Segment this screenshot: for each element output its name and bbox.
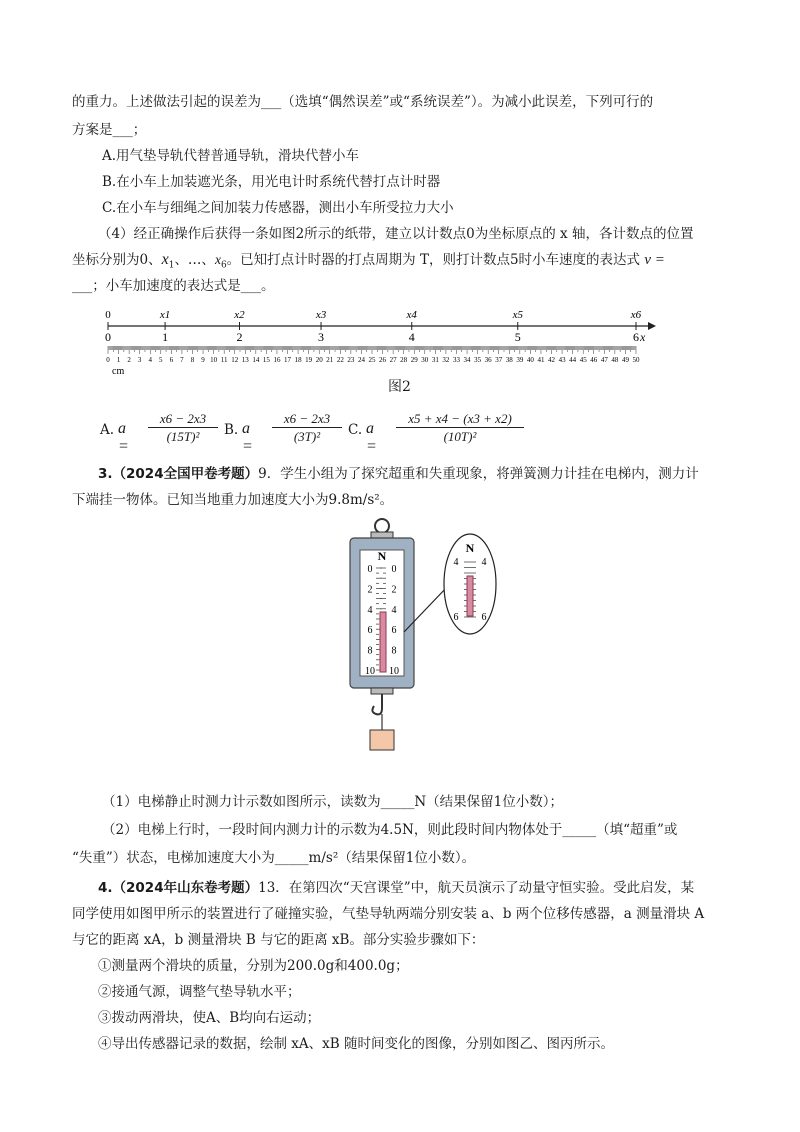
spring-indicator bbox=[380, 612, 386, 672]
ruler-number: 40 bbox=[526, 356, 534, 364]
coords-post: 。已知打点计时器的打点周期为 T，则打计数点5时小车速度的表达式 bbox=[226, 252, 641, 268]
ruler-number: 35 bbox=[474, 356, 482, 364]
paragraph-error-type: 的重力。上述做法引起的误差为___（选填“偶然误差”或“系统误差”）。为减小此误差，下列可行的 bbox=[72, 94, 654, 110]
ruler-number: 37 bbox=[495, 356, 503, 364]
ruler-number: 17 bbox=[284, 356, 292, 364]
ruler-number: 20 bbox=[315, 356, 323, 364]
scale-mark-left: 2 bbox=[367, 584, 373, 596]
tape-point-number-4: 4 bbox=[408, 330, 415, 344]
tape-point-number-0: 0 bbox=[105, 330, 111, 344]
ruler-number: 34 bbox=[463, 356, 471, 364]
ruler-number: 41 bbox=[537, 356, 545, 364]
question-4-line2: 坐标分别为0、$x_1$、…、$x_6$。已知打点计时器的打点周期为 T，则打计数点5时小车速度的表达式 v = bbox=[72, 251, 665, 271]
ruler-number: 29 bbox=[410, 356, 418, 364]
ruler-number: 48 bbox=[611, 356, 619, 364]
ruler-number: 49 bbox=[621, 356, 629, 364]
step-3: ③拨动两滑块，使A、B均向右运动； bbox=[98, 1010, 321, 1026]
question-4-source: 4.（2024年山东卷考题） bbox=[98, 880, 259, 896]
question-4-line1: 4.（2024年山东卷考题）13．在第四次“天宫课堂”中，航天员演示了动量守恒实验。受此启发，某 bbox=[98, 880, 695, 896]
ruler-unit: cm bbox=[112, 366, 125, 377]
formula-options: A. a = x6 − 2x3 (15T)² B. a = x6 − 2x3 (3T)² C. a = x5 + x4 − (x3 + x2) (10T)² bbox=[100, 408, 520, 458]
ruler-number: 45 bbox=[579, 356, 587, 364]
question-3-part2a: （2）电梯上行时，一段时间内测力计的示数为4.5N，则此段时间内物体处于_____（填“超重”或 bbox=[102, 822, 678, 838]
ruler-number: 30 bbox=[421, 356, 429, 364]
step-1: ①测量两个滑块的质量，分别为200.0g和400.0g； bbox=[98, 958, 409, 974]
zoom-mark-right: 4 bbox=[481, 557, 487, 568]
question-4-line1: （4）经正确操作后获得一条如图2所示的纸带，建立以计数点0为坐标原点的 x 轴，各计数点的位置 bbox=[98, 226, 694, 242]
option-b: B.在小车上加装遮光条，用光电计时系统代替打点计时器 bbox=[102, 174, 441, 190]
question-3-line1: 3.（2024全国甲卷考题）9．学生小组为了探究超重和失重现象，将弹簧测力计挂在电梯内，测力计 bbox=[98, 466, 699, 482]
question-3-part2b: “失重”）状态，电梯加速度大小为_____m/s²（结果保留1位小数）。 bbox=[72, 850, 476, 866]
ruler-number: 22 bbox=[336, 356, 344, 364]
ruler-number: 11 bbox=[220, 356, 228, 364]
ruler-number: 13 bbox=[241, 356, 249, 364]
scale-mark-right: 10 bbox=[389, 666, 399, 677]
tape-top-label-3: x3 bbox=[315, 309, 327, 321]
ruler-number: 4 bbox=[148, 356, 152, 364]
question-3-line2: 下端挂一物体。已知当地重力加速度大小为9.8m/s²。 bbox=[72, 492, 394, 508]
scale-mark-left: 6 bbox=[367, 625, 373, 637]
tape-point-number-1: 1 bbox=[162, 330, 169, 344]
bottom-hook-icon bbox=[372, 694, 382, 714]
ruler-number: 5 bbox=[159, 356, 163, 364]
question-4-line2: 同学使用如图甲所示的装置进行了碰撞实验，气垫导轨两端分别安装 a、b 两个位移传感器，a 测量滑块 A bbox=[72, 906, 705, 922]
ruler-number: 43 bbox=[558, 356, 566, 364]
scale-mark-right: 8 bbox=[391, 645, 397, 657]
ruler-number: 31 bbox=[431, 356, 439, 364]
scale-mark-right: 2 bbox=[391, 584, 397, 596]
ruler-number: 24 bbox=[357, 356, 365, 364]
scale-mark-right: 4 bbox=[391, 604, 397, 616]
tape-top-label-2: x2 bbox=[234, 309, 245, 321]
ruler-number: 2 bbox=[127, 356, 131, 364]
question-4-line3: 与它的距离 xA，b 测量滑块 B 与它的距离 xB。部分实验步骤如下： bbox=[72, 932, 485, 948]
ruler-number: 15 bbox=[262, 356, 270, 364]
ruler-number: 18 bbox=[294, 356, 302, 364]
question-3-part1: （1）电梯静止时测力计示数如图所示，读数为_____N（结果保留1位小数）； bbox=[102, 794, 563, 810]
step-4: ④导出传感器记录的数据，绘制 xA、xB 随时间变化的图像，分别如图乙、图丙所示。 bbox=[98, 1036, 614, 1052]
scale-mark-left: 10 bbox=[365, 666, 375, 677]
tape-top-label-5: x5 bbox=[512, 309, 523, 321]
step-2: ②接通气源，调整气垫导轨水平； bbox=[98, 984, 301, 1000]
scale-mark-left: 8 bbox=[367, 645, 373, 657]
figure-2-caption: 图2 bbox=[388, 379, 411, 395]
ruler-number: 46 bbox=[590, 356, 598, 364]
ruler-number: 0 bbox=[106, 356, 110, 364]
ruler-number: 21 bbox=[326, 356, 334, 364]
svg-text:N: N bbox=[465, 541, 475, 555]
ruler-number: 12 bbox=[231, 356, 239, 364]
spring-scale-figure bbox=[330, 516, 800, 766]
ruler-number: 47 bbox=[600, 356, 608, 364]
scale-mark-right: 0 bbox=[391, 564, 397, 575]
ruler-number: 14 bbox=[252, 356, 260, 364]
ruler-number: 28 bbox=[400, 356, 408, 364]
question-3-source: 3.（2024全国甲卷考题） bbox=[98, 466, 259, 482]
tape-top-label-1: x1 bbox=[159, 309, 171, 321]
question-4-line3: ___；小车加速度的表达式是___。 bbox=[72, 278, 275, 294]
ruler-number: 33 bbox=[452, 356, 460, 364]
ruler-number: 50 bbox=[632, 356, 640, 364]
paragraph-scheme: 方案是___； bbox=[72, 122, 147, 138]
ruler-number: 6 bbox=[169, 356, 174, 364]
tape-point-number-5: 5 bbox=[514, 330, 521, 344]
top-ring-icon bbox=[375, 519, 389, 533]
scale-mark-left: 0 bbox=[367, 564, 373, 575]
ruler-number: 36 bbox=[484, 356, 492, 364]
ruler-number: 1 bbox=[116, 356, 121, 364]
option-c: C.在小车与细绳之间加装力传感器，测出小车所受拉力大小 bbox=[102, 200, 454, 216]
tape-top-label-6: x6 bbox=[630, 309, 642, 321]
tape-point-number-3: 3 bbox=[318, 330, 325, 344]
scale-unit: N bbox=[377, 549, 387, 563]
tape-point-number-6: 6 bbox=[633, 330, 639, 344]
ruler-number: 27 bbox=[389, 356, 397, 364]
ruler-number: 25 bbox=[368, 356, 376, 364]
x-axis-label: x bbox=[640, 330, 646, 344]
ruler-number: 42 bbox=[548, 356, 556, 364]
velocity-expression: v = bbox=[644, 252, 665, 268]
ruler-number: 19 bbox=[305, 356, 313, 364]
scale-mark-right: 6 bbox=[391, 625, 397, 637]
coords-intro: 坐标分别为0、 bbox=[72, 252, 162, 268]
option-a: A.用气垫导轨代替普通导轨，滑块代替小车 bbox=[102, 148, 360, 164]
scale-mark-left: 4 bbox=[367, 604, 373, 616]
tape-point-number-2: 2 bbox=[236, 330, 243, 344]
tape-top-label-0: 0 bbox=[105, 309, 111, 321]
x-axis-arrow-icon bbox=[648, 322, 656, 330]
ruler-number: 32 bbox=[442, 356, 450, 364]
ruler-number: 44 bbox=[569, 356, 577, 364]
ruler-number: 16 bbox=[273, 356, 281, 364]
ruler-number: 10 bbox=[210, 356, 218, 364]
zoom-mark-right: 6 bbox=[481, 612, 487, 623]
zoom-mark-left: 4 bbox=[453, 557, 459, 568]
hanging-object bbox=[370, 730, 394, 750]
ruler-number: 23 bbox=[347, 356, 355, 364]
ruler-number: 3 bbox=[137, 356, 142, 364]
ruler-number: 7 bbox=[180, 356, 184, 364]
tape-top-label-4: x4 bbox=[406, 309, 417, 321]
zoom-mark-left: 6 bbox=[453, 612, 459, 623]
ruler-number: 39 bbox=[516, 356, 524, 364]
paper-tape-figure bbox=[0, 300, 800, 420]
ruler-number: 38 bbox=[505, 356, 513, 364]
ruler-number: 26 bbox=[379, 356, 387, 364]
ruler-number: 9 bbox=[201, 356, 205, 364]
ruler-number: 8 bbox=[190, 356, 195, 364]
